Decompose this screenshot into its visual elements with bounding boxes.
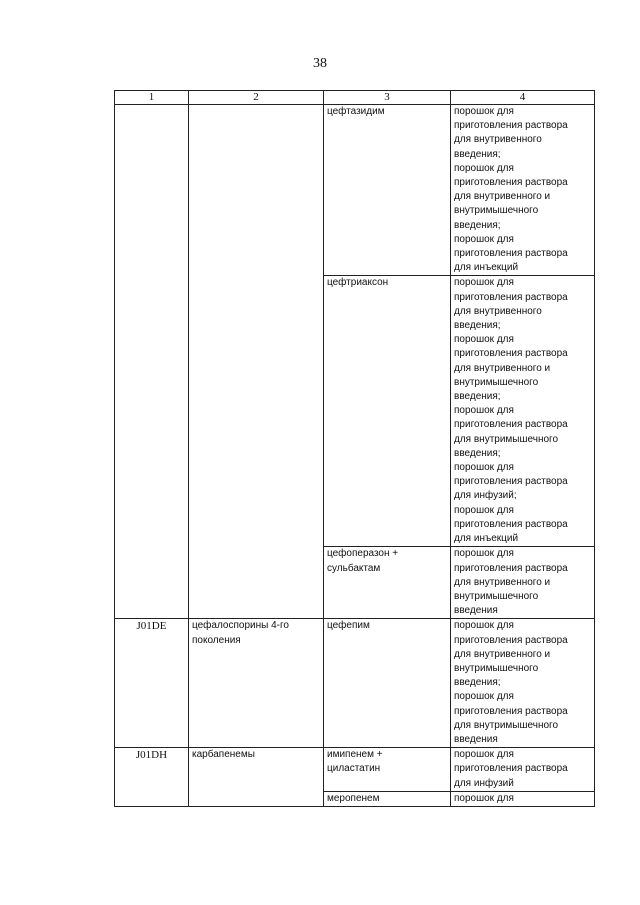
dosage-form-cell: порошок для приготовления раствора для внутривенного введения; порошок для приготовления раствора для внутривенного и внутримышечного введения; порошок для приготовления раствора для инъекций [451, 105, 595, 276]
drug-table [114, 90, 595, 807]
group-name-cell: цефалоспорины 4-го поколения [189, 619, 324, 748]
dosage-form-cell: порошок для приготовления раствора для внутривенного и внутримышечного введения [451, 547, 595, 619]
page-number: 38 [313, 56, 327, 71]
column-header: 1 [115, 91, 189, 105]
atc-code-cell: J01DE [115, 619, 189, 748]
dosage-form-cell: порошок для [451, 791, 595, 806]
atc-code-cell [115, 105, 189, 619]
drug-name-cell: имипенем + циластатин [324, 748, 451, 792]
drug-name-cell: цефоперазон + сульбактам [324, 547, 451, 619]
table-row [115, 105, 595, 276]
table-row [115, 619, 595, 748]
drug-name-cell: цефепим [324, 619, 451, 748]
table-row [115, 748, 595, 792]
atc-code-cell: J01DH [115, 748, 189, 807]
dosage-form-cell: порошок для приготовления раствора для внутривенного и внутримышечного введения; порошок для приготовления раствора для внутримышечного введения [451, 619, 595, 748]
column-header: 3 [324, 91, 451, 105]
drug-name-cell: цефтазидим [324, 105, 451, 276]
group-name-cell [189, 105, 324, 619]
column-header: 4 [451, 91, 595, 105]
group-name-cell: карбапенемы [189, 748, 324, 807]
dosage-form-cell: порошок для приготовления раствора для внутривенного введения; порошок для приготовления раствора для внутривенного и внутримышечного введения; порошок для приготовления раствора для внутримышечного введения; порошок для приготовления раствора для инфузий; порошок для приготовления раствора для инъекций [451, 276, 595, 547]
drug-name-cell: меропенем [324, 791, 451, 806]
dosage-form-cell: порошок для приготовления раствора для инфузий [451, 748, 595, 792]
table-header-row [115, 91, 595, 105]
drug-name-cell: цефтриаксон [324, 276, 451, 547]
column-header: 2 [189, 91, 324, 105]
